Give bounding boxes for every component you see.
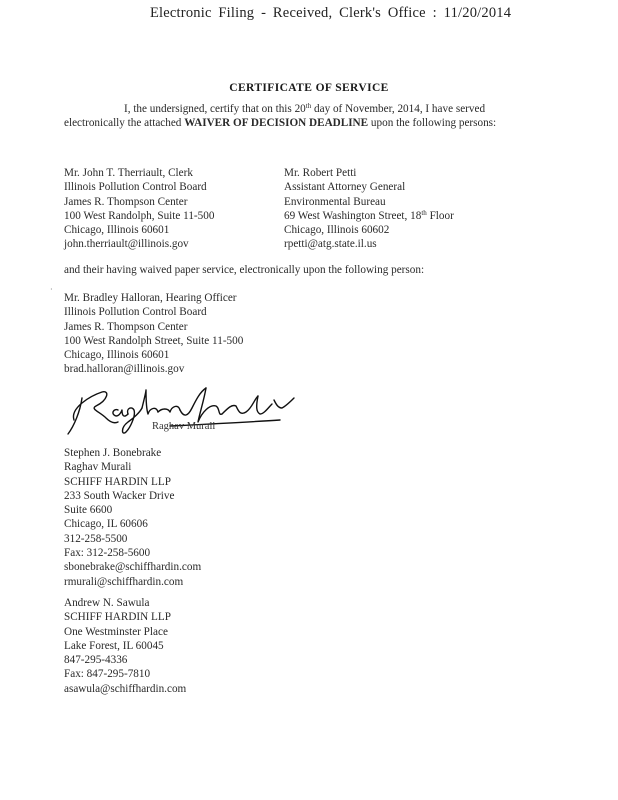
counsel-line: 312-258-5500 xyxy=(64,532,128,545)
street-part1: 69 West Washington Street, 18 xyxy=(284,209,422,222)
address-line: Illinois Pollution Control Board xyxy=(64,181,207,194)
email-line: asawula@schiffhardin.com xyxy=(64,682,187,695)
address-line: Mr. John T. Therriault, Clerk xyxy=(64,167,193,179)
address-line: 100 West Randolph Street, Suite 11-500 xyxy=(64,334,244,347)
document-name: WAIVER OF DECISION DEADLINE xyxy=(184,117,369,130)
email-line: john.therriault@illinois.gov xyxy=(64,238,189,251)
counsel-line: Andrew N. Sawula xyxy=(64,597,150,609)
address-line: 100 West Randolph, Suite 11-500 xyxy=(64,209,215,222)
intro-part3: upon the following persons: xyxy=(368,117,497,130)
counsel-block-1 xyxy=(64,446,201,589)
email-line: brad.halloran@illinois.gov xyxy=(64,363,185,376)
counsel-line: Fax: 312-258-5600 xyxy=(64,547,151,560)
scan-mark: · xyxy=(50,285,53,294)
counsel-line: Stephen J. Bonebrake xyxy=(64,447,162,459)
email-line: rpetti@atg.state.il.us xyxy=(284,238,377,251)
address-line: Assistant Attorney General xyxy=(284,181,406,194)
counsel-line: One Westminster Place xyxy=(64,625,168,638)
intro-part1: I, the undersigned, certify that on this 20 xyxy=(124,103,306,115)
address-line: James R. Thompson Center xyxy=(64,195,188,208)
signature-typed-name: Raghav Murali xyxy=(152,421,216,432)
address-line: Chicago, Illinois 60601 xyxy=(64,349,170,362)
counsel-line: SCHIFF HARDIN LLP xyxy=(64,475,171,488)
recipient-clerk-address xyxy=(64,166,214,252)
street-sup: th xyxy=(421,208,427,217)
address-line: Chicago, Illinois 60602 xyxy=(284,224,390,237)
waived-service-text: and their having waived paper service, electronically upon the following person: xyxy=(64,264,425,276)
intro-paragraph xyxy=(64,102,534,131)
hearing-officer-address xyxy=(64,291,243,377)
street-part2: Floor xyxy=(426,209,454,222)
address-line: Mr. Robert Petti xyxy=(284,167,357,179)
counsel-line: Lake Forest, IL 60045 xyxy=(64,639,164,652)
counsel-line: Raghav Murali xyxy=(64,461,132,474)
address-line: Chicago, Illinois 60601 xyxy=(64,224,170,237)
street-line xyxy=(284,209,454,223)
counsel-line: Chicago, IL 60606 xyxy=(64,518,148,531)
counsel-line: SCHIFF HARDIN LLP xyxy=(64,611,171,624)
address-line: Mr. Bradley Halloran, Hearing Officer xyxy=(64,292,237,304)
email-line: rmurali@schiffhardin.com xyxy=(64,575,184,588)
document-title: CERTIFICATE OF SERVICE xyxy=(229,82,389,94)
intro-sup: th xyxy=(305,102,312,110)
filing-stamp: Electronic Filing - Received, Clerk's Office : 11/20/2014 xyxy=(150,5,512,21)
counsel-line: Suite 6600 xyxy=(64,504,113,517)
recipient-attorney-address xyxy=(284,166,454,252)
counsel-line: Fax: 847-295-7810 xyxy=(64,668,151,681)
address-line: Illinois Pollution Control Board xyxy=(64,306,207,319)
address-line: James R. Thompson Center xyxy=(64,320,188,333)
address-line: Environmental Bureau xyxy=(284,195,386,208)
counsel-line: 233 South Wacker Drive xyxy=(64,489,175,502)
intro-part2: day of November, 2014, I have served electronically the attached xyxy=(64,103,486,130)
email-line: sbonebrake@schiffhardin.com xyxy=(64,561,202,574)
counsel-block-2 xyxy=(64,596,186,696)
counsel-line: 847-295-4336 xyxy=(64,654,128,667)
